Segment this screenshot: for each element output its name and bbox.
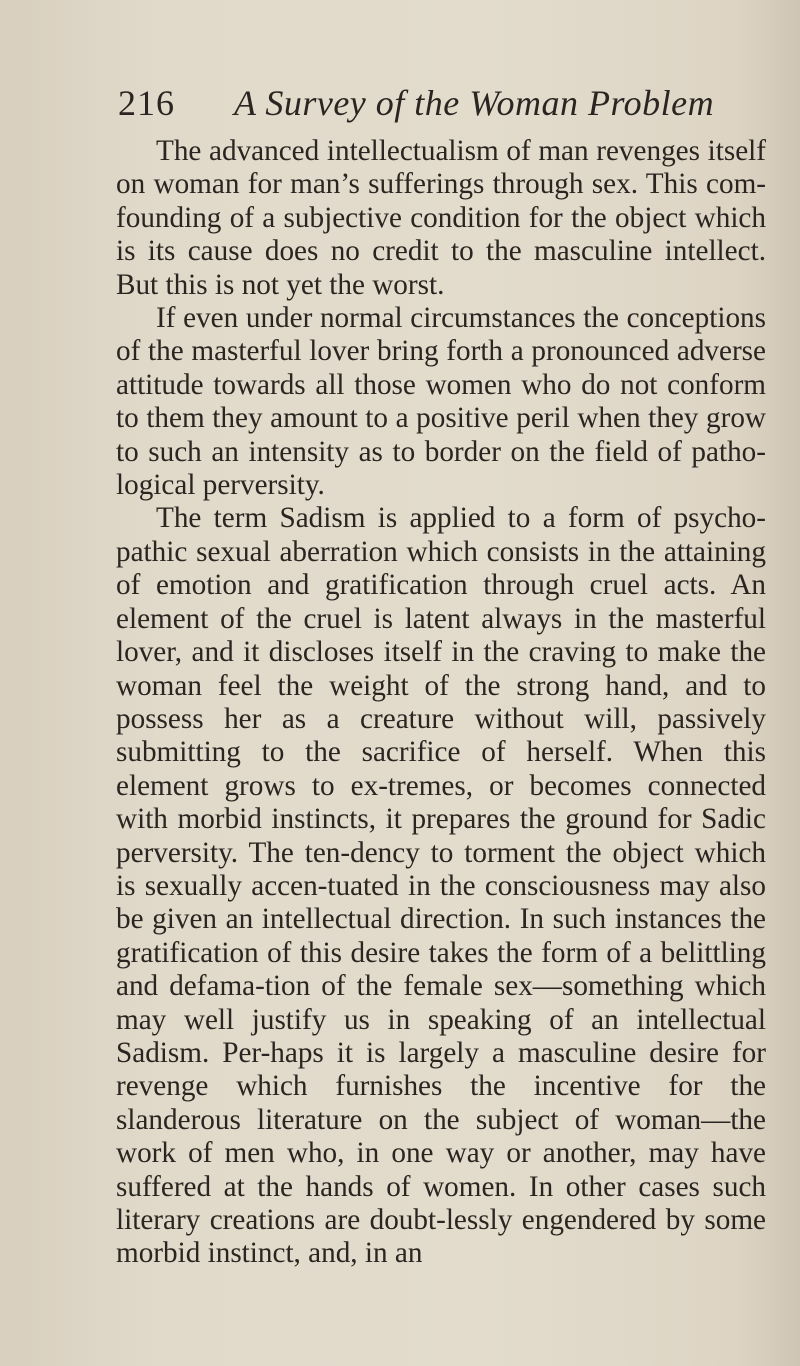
- running-head: [118, 80, 758, 126]
- paragraph-1: The advanced intellectualism of man revenges itself on woman for man’s sufferings through sex. This com-founding of a subjective condition for the object which is its cause does no credit to the masculine intellect. But this is not yet the worst.: [116, 135, 766, 301]
- page-number: 216: [118, 83, 175, 123]
- paragraph-3: The term Sadism is applied to a form of psycho-pathic sexual aberration which consists in the attaining of emotion and gratification through cruel acts. An element of the cruel is latent always in the masterful lover, and it discloses itself in the craving to make the woman feel the weight of the strong hand, and to possess her as a creature without will, passively submitting to the sacrifice of herself. When this element grows to ex-tremes, or becomes connected with morbid instincts, it prepares the ground for Sadic perversity. The ten-dency to torment the object which is sexually accen-tuated in the consciousness may also be given an intellectual direction. In such instances the gratification of this desire takes the form of a belittling and defama-tion of the female sex—something which may well justify us in speaking of an intellectual Sadism. Per-haps it is largely a masculine desire for revenge which furnishes the incentive for the slanderous literature on the subject of woman—the work of men who, in one way or another, may have suffered at the hands of women. In other cases such literary creations are doubt-lessly engendered by some morbid instinct, and, in an: [116, 502, 766, 1270]
- paragraph-2: If even under normal circumstances the conceptions of the masterful lover bring forth a pronounced adverse attitude towards all those women who do not conform to them they amount to a positive peril when they grow to such an intensity as to border on the field of patho-logical perversity.: [116, 302, 766, 502]
- running-title: A Survey of the Woman Problem: [234, 83, 715, 123]
- body-text: [116, 135, 766, 1271]
